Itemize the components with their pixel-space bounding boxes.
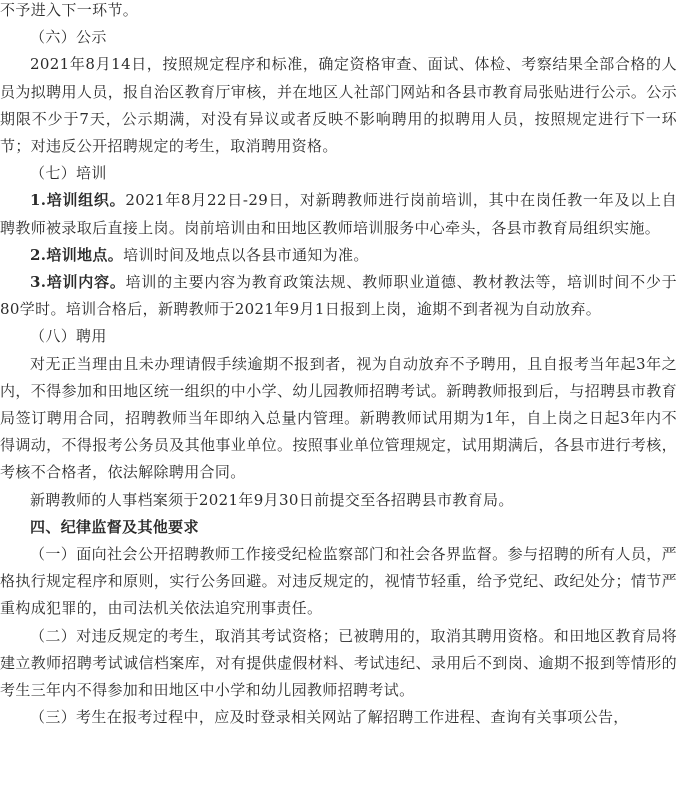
paragraph-candidate-notice: （三）考生在报考过程中，应及时登录相关网站了解招聘工作进程、查询有关事项公告，	[30, 708, 629, 727]
lead-training-content: 3.培训内容。	[30, 273, 126, 292]
lead-training-organization: 1.培训组织。	[30, 191, 126, 210]
paragraph-training-content: 3.培训内容。培训的主要内容为教育政策法规、教师职业道德、教材教法等，培训时间不少于80学时。培训合格后，新聘教师于2021年9月1日报到上岗，逾期不到者视为自动放弃。	[0, 273, 677, 319]
paragraph-continuation: 不予进入下一环节。	[0, 1, 139, 19]
paragraph-publicity: 2021年8月14日，按照规定程序和标准，确定资格审查、面试、体检、考察结果全部合格的人员为拟聘用人员，报自治区教育厅审核，并在地区人社部门网站和各县市教育局张贴进行公示。公示期限不少于7天，公示期满，对没有异议或者反映不影响聘用的拟聘用人员，按照规定进行下一环节；对违反公开招聘规定的考生，取消聘用资格。	[0, 55, 677, 156]
lead-training-location: 2.培训地点。	[30, 245, 124, 264]
section-heading-discipline: 四、纪律监督及其他要求	[30, 517, 199, 536]
section-heading-training: （七）培训	[30, 164, 107, 183]
section-heading-publicity: （六）公示	[30, 28, 107, 47]
paragraph-training-location: 2.培训地点。培训时间及地点以各县市通知为准。	[30, 245, 369, 264]
paragraph-training-organization: 1.培训组织。2021年8月22日-29日，对新聘教师进行岗前培训，其中在岗任教一年及以上自聘教师被录取后直接上岗。岗前培训由和田地区教师培训服务中心牵头，各县市教育局组织实施。	[0, 191, 677, 237]
paragraph-supervision: （一）面向社会公开招聘教师工作接受纪检监察部门和社会各界监督。参与招聘的所有人员，严格执行规定程序和原则，实行公务回避。对违反规定的，视情节轻重，给予党纪、政纪处分；情节严重构成犯罪的，由司法机关依法追究刑事责任。	[0, 545, 677, 618]
paragraph-employment: 对无正当理由且未办理请假手续逾期不报到者，视为自动放弃不予聘用，且自报考当年起3年之内，不得参加和田地区统一组织的中小学、幼儿园教师招聘考试。新聘教师报到后，与招聘县市教育局签订聘用合同，招聘教师当年即纳入总量内管理。新聘教师试用期为1年，自上岗之日起3年内不得调动，不得报考公务员及其他事业单位。按照事业单位管理规定，试用期满后，各县市进行考核，考核不合格者，依法解除聘用合同。	[0, 354, 677, 482]
paragraph-violations: （二）对违反规定的考生，取消其考试资格；已被聘用的，取消其聘用资格。和田地区教育局将建立教师招聘考试诚信档案库，对有提供虚假材料、考试违纪、录用后不到岗、逾期不报到等情形的考生三年内不得参加和田地区中小学和幼儿园教师招聘考试。	[0, 626, 677, 700]
paragraph-personnel-files: 新聘教师的人事档案须于2021年9月30日前提交至各招聘县市教育局。	[30, 490, 514, 509]
section-heading-employment: （八）聘用	[30, 327, 107, 346]
